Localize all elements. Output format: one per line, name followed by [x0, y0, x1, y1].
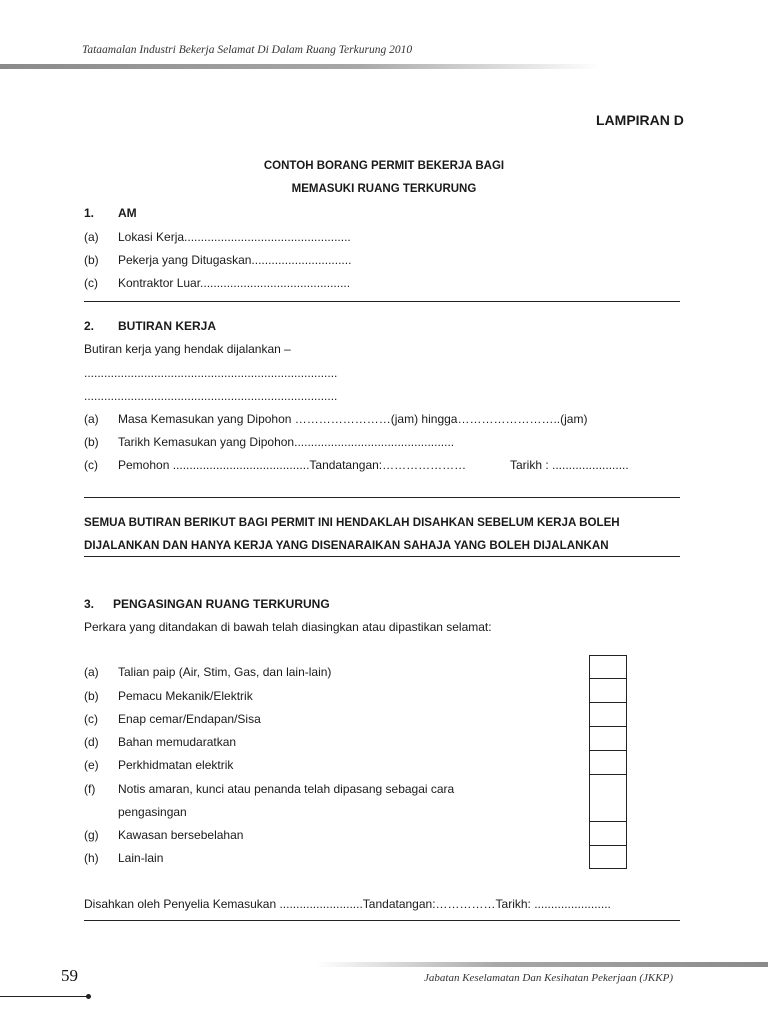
s1-item-c-text: Kontraktor Luar.............................................: [118, 276, 351, 290]
section2-number: 2.: [84, 319, 95, 333]
section-divider: [84, 497, 680, 498]
s2-item-c-date: Tarikh : .......................: [510, 458, 629, 472]
page-number: 59: [61, 966, 78, 985]
s3-item-f-text-cont: pengasingan: [118, 805, 187, 819]
section-divider: [84, 920, 680, 921]
s2-item-b-label: (b): [84, 435, 99, 449]
checkbox-item-b[interactable]: [589, 678, 627, 703]
checkbox-item-e[interactable]: [589, 750, 627, 775]
s3-item-f-label: (f): [84, 782, 96, 796]
section1-number: 1.: [84, 206, 95, 220]
s1-item-a-text: Lokasi Kerja..................................................: [118, 230, 351, 244]
running-header: Tataamalan Industri Bekerja Selamat Di Dalam Ruang Terkurung 2010: [82, 44, 413, 56]
s3-item-e-text: Perkhidmatan elektrik: [118, 758, 234, 772]
s1-item-b-text: Pekerja yang Ditugaskan..............................: [118, 253, 352, 267]
s1-item-b-label: (b): [84, 253, 99, 267]
s3-item-f-text: Notis amaran, kunci atau penanda telah dipasang sebagai cara: [118, 782, 455, 796]
section-divider: [84, 301, 680, 302]
s2-item-c-text: Pemohon .........................................Tandatangan:…………………: [118, 458, 467, 472]
checkbox-item-g[interactable]: [589, 821, 627, 846]
page-number-dot: [86, 994, 91, 999]
notice-line-2: DIJALANKAN DAN HANYA KERJA YANG DISENARAIKAN SAHAJA YANG BOLEH DIJALANKAN: [84, 539, 609, 552]
s1-item-c-label: (c): [84, 276, 98, 290]
s3-item-h-label: (h): [84, 851, 99, 865]
page-number-rule: [0, 996, 88, 997]
s2-item-a-text: Masa Kemasukan yang Dipohon ……………………(jam) hingga……………………..(jam): [118, 412, 588, 426]
s3-item-g-text: Kawasan bersebelahan: [118, 828, 244, 842]
s3-item-a-label: (a): [84, 665, 99, 679]
footer-org: Jabatan Keselamatan Dan Kesihatan Pekerjaan (JKKP): [424, 972, 673, 984]
checkbox-item-a[interactable]: [589, 655, 627, 679]
s1-item-a-label: (a): [84, 230, 99, 244]
checkbox-item-f[interactable]: [589, 774, 627, 822]
appendix-label: LAMPIRAN D: [596, 112, 684, 128]
s2-item-a-label: (a): [84, 412, 99, 426]
section2-heading: BUTIRAN KERJA: [118, 319, 217, 333]
checkbox-item-h[interactable]: [589, 845, 627, 869]
section3-heading: PENGASINGAN RUANG TERKURUNG: [113, 597, 330, 611]
approval-line: Disahkan oleh Penyelia Kemasukan .........................Tandatangan:……………Tarikh: .......................: [84, 897, 611, 911]
header-bar: [0, 64, 600, 69]
notice-underline: [84, 556, 680, 557]
s3-item-g-label: (g): [84, 828, 99, 842]
s3-item-e-label: (e): [84, 758, 99, 772]
section1-heading: AM: [118, 206, 137, 220]
s3-item-a-text: Talian paip (Air, Stim, Gas, dan lain-lain): [118, 665, 332, 679]
s2-item-c-label: (c): [84, 458, 98, 472]
section2-intro: Butiran kerja yang hendak dijalankan –: [84, 342, 291, 356]
s3-item-b-label: (b): [84, 689, 99, 703]
section3-number: 3.: [84, 597, 95, 611]
checkbox-item-d[interactable]: [589, 726, 627, 751]
s3-item-c-text: Enap cemar/Endapan/Sisa: [118, 712, 261, 726]
work-details-line-2: ............................................................................: [84, 389, 338, 403]
footer-bar: [316, 962, 768, 967]
section3-intro: Perkara yang ditandakan di bawah telah diasingkan atau dipastikan selamat:: [84, 620, 492, 634]
s3-item-b-text: Pemacu Mekanik/Elektrik: [118, 689, 253, 703]
checkbox-item-c[interactable]: [589, 702, 627, 727]
s3-item-c-label: (c): [84, 712, 98, 726]
s2-item-b-text: Tarikh Kemasukan yang Dipohon................................................: [118, 435, 455, 449]
s3-item-d-text: Bahan memudaratkan: [118, 735, 237, 749]
work-details-line-1: ............................................................................: [84, 366, 338, 380]
form-title-line1: CONTOH BORANG PERMIT BEKERJA BAGI: [263, 160, 505, 172]
form-title-line2: MEMASUKI RUANG TERKURUNG: [291, 183, 477, 195]
notice-line-1: SEMUA BUTIRAN BERIKUT BAGI PERMIT INI HENDAKLAH DISAHKAN SEBELUM KERJA BOLEH: [84, 516, 620, 529]
s3-item-h-text: Lain-lain: [118, 851, 164, 865]
s3-item-d-label: (d): [84, 735, 99, 749]
